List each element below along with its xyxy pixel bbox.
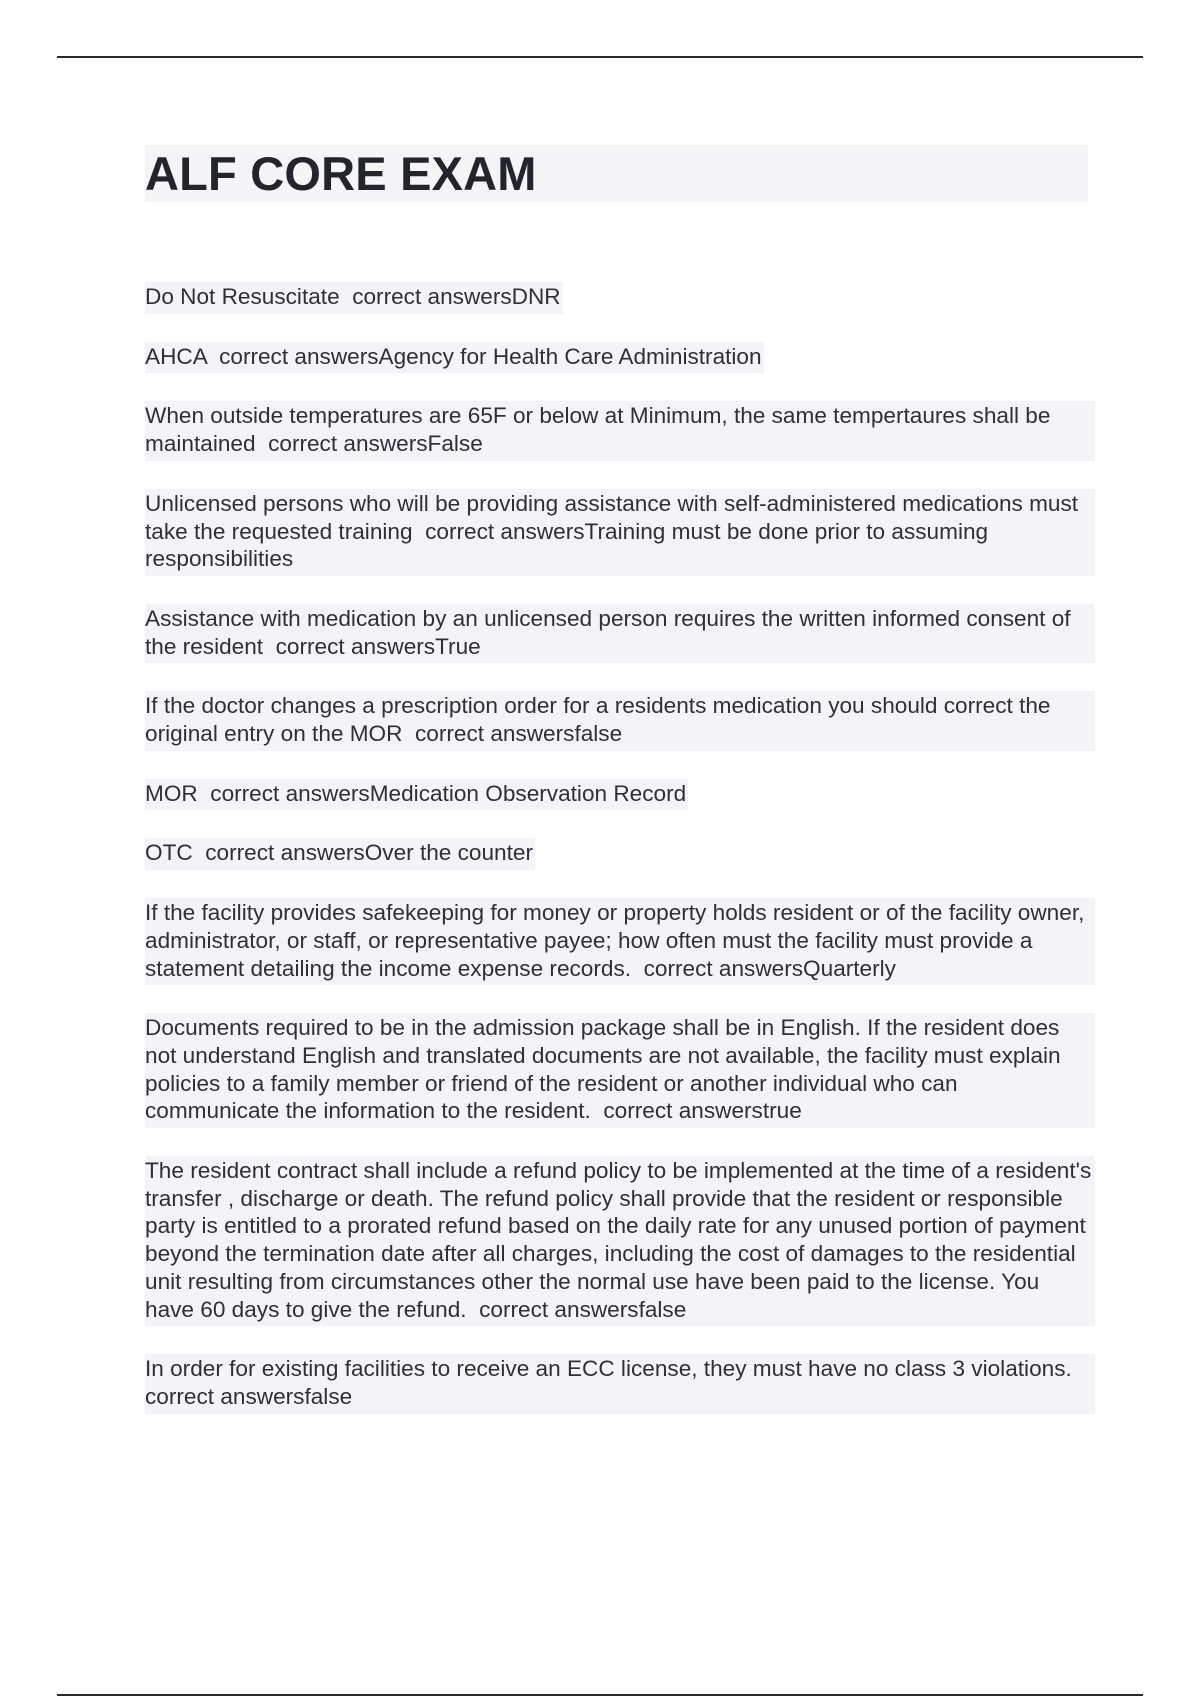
qa-list — [145, 282, 1098, 1442]
qa-item: OTC correct answersOver the counter — [145, 838, 535, 870]
qa-item: When outside temperatures are 65F or below at Minimum, the same tempertaures shall be maintained correct answersFalse — [145, 401, 1095, 460]
qa-item: MOR correct answersMedication Observation Record — [145, 779, 688, 811]
qa-item: Unlicensed persons who will be providing assistance with self-administered medications must take the requested training correct answersTraining must be done prior to assuming responsibilities — [145, 489, 1095, 576]
qa-item: The resident contract shall include a refund policy to be implemented at the time of a resident's transfer , discharge or death. The refund policy shall provide that the resident or responsible party is entitled to a prorated refund based on the daily rate for any unused portion of payment beyond the termination date after all charges, including the cost of damages to the residential unit resulting from circumstances other the normal use have been paid to the license. You have 60 days to give the refund. correct answersfalse — [145, 1156, 1095, 1326]
bottom-rule — [57, 1694, 1143, 1696]
qa-item: If the facility provides safekeeping for money or property holds resident or of the facility owner, administrator, or staff, or representative payee; how often must the facility must provide a statement detailing the income expense records. correct answersQuarterly — [145, 898, 1095, 985]
qa-item: Assistance with medication by an unlicensed person requires the written informed consent of the resident correct answersTrue — [145, 604, 1095, 663]
qa-item: If the doctor changes a prescription order for a residents medication you should correct the original entry on the MOR correct answersfalse — [145, 691, 1095, 750]
qa-item: In order for existing facilities to receive an ECC license, they must have no class 3 violations. correct answersfalse — [145, 1354, 1095, 1413]
qa-item: Do Not Resuscitate correct answersDNR — [145, 282, 563, 314]
qa-item: Documents required to be in the admission package shall be in English. If the resident does not understand English and translated documents are not available, the facility must explain policies to a family member or friend of the resident or another individual who can communicate the information to the resident. correct answerstrue — [145, 1013, 1095, 1128]
qa-item: AHCA correct answersAgency for Health Care Administration — [145, 342, 764, 374]
top-rule — [57, 56, 1143, 58]
page-title: ALF CORE EXAM — [145, 147, 537, 200]
